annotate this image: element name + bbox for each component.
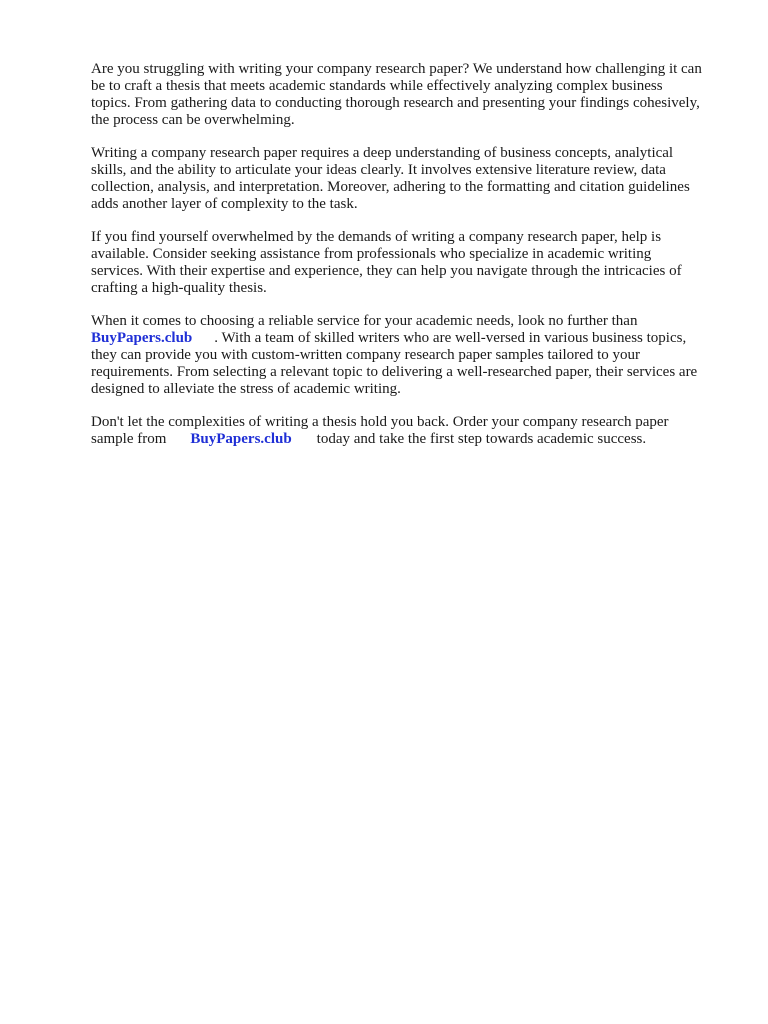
document-body [91, 61, 731, 464]
text-line: requirements. From selecting a relevant topic to delivering a well-researched paper, their services are [91, 364, 698, 380]
text-line: collection, analysis, and interpretation. Moreover, adhering to the formatting and citation guidelines [91, 179, 690, 195]
text-line: they can provide you with custom-written company research paper samples tailored to your [91, 347, 640, 363]
text-segment: sample from [91, 431, 167, 447]
paragraph-service [91, 313, 731, 398]
text-line: crafting a high-quality thesis. [91, 280, 267, 296]
text-line: topics. From gathering data to conducting thorough research and presenting your findings cohesively, [91, 95, 700, 111]
text-line: skills, and the ability to articulate your ideas clearly. It involves extensive literature review, data [91, 162, 666, 178]
paragraph-requirements [91, 145, 731, 213]
paragraph-call-to-action [91, 414, 731, 448]
buypapers-link[interactable]: BuyPapers.club [190, 431, 292, 447]
text-line: the process can be overwhelming. [91, 112, 295, 128]
text-segment: . With a team of skilled writers who are well-versed in various business topics, [214, 330, 687, 346]
text-line: available. Consider seeking assistance from professionals who specialize in academic writing [91, 246, 652, 262]
text-line-with-link [91, 431, 731, 448]
buypapers-link[interactable]: BuyPapers.club [91, 330, 193, 346]
text-line: If you find yourself overwhelmed by the demands of writing a company research paper, help is [91, 229, 662, 245]
text-line: be to craft a thesis that meets academic standards while effectively analyzing complex business [91, 78, 663, 94]
text-segment: today and take the first step towards academic success. [316, 431, 647, 447]
text-line: Writing a company research paper requires a deep understanding of business concepts, analytical [91, 145, 674, 161]
text-line: When it comes to choosing a reliable service for your academic needs, look no further than [91, 313, 638, 329]
text-line: adds another layer of complexity to the task. [91, 196, 358, 212]
text-line: designed to alleviate the stress of academic writing. [91, 381, 401, 397]
text-line: Are you struggling with writing your company research paper? We understand how challenging it can [91, 61, 702, 77]
text-line-with-link [91, 330, 731, 347]
paragraph-intro [91, 61, 731, 129]
text-line: Don't let the complexities of writing a thesis hold you back. Order your company research paper [91, 414, 669, 430]
text-line: services. With their expertise and experience, they can help you navigate through the intricacies of [91, 263, 682, 279]
paragraph-help [91, 229, 731, 297]
